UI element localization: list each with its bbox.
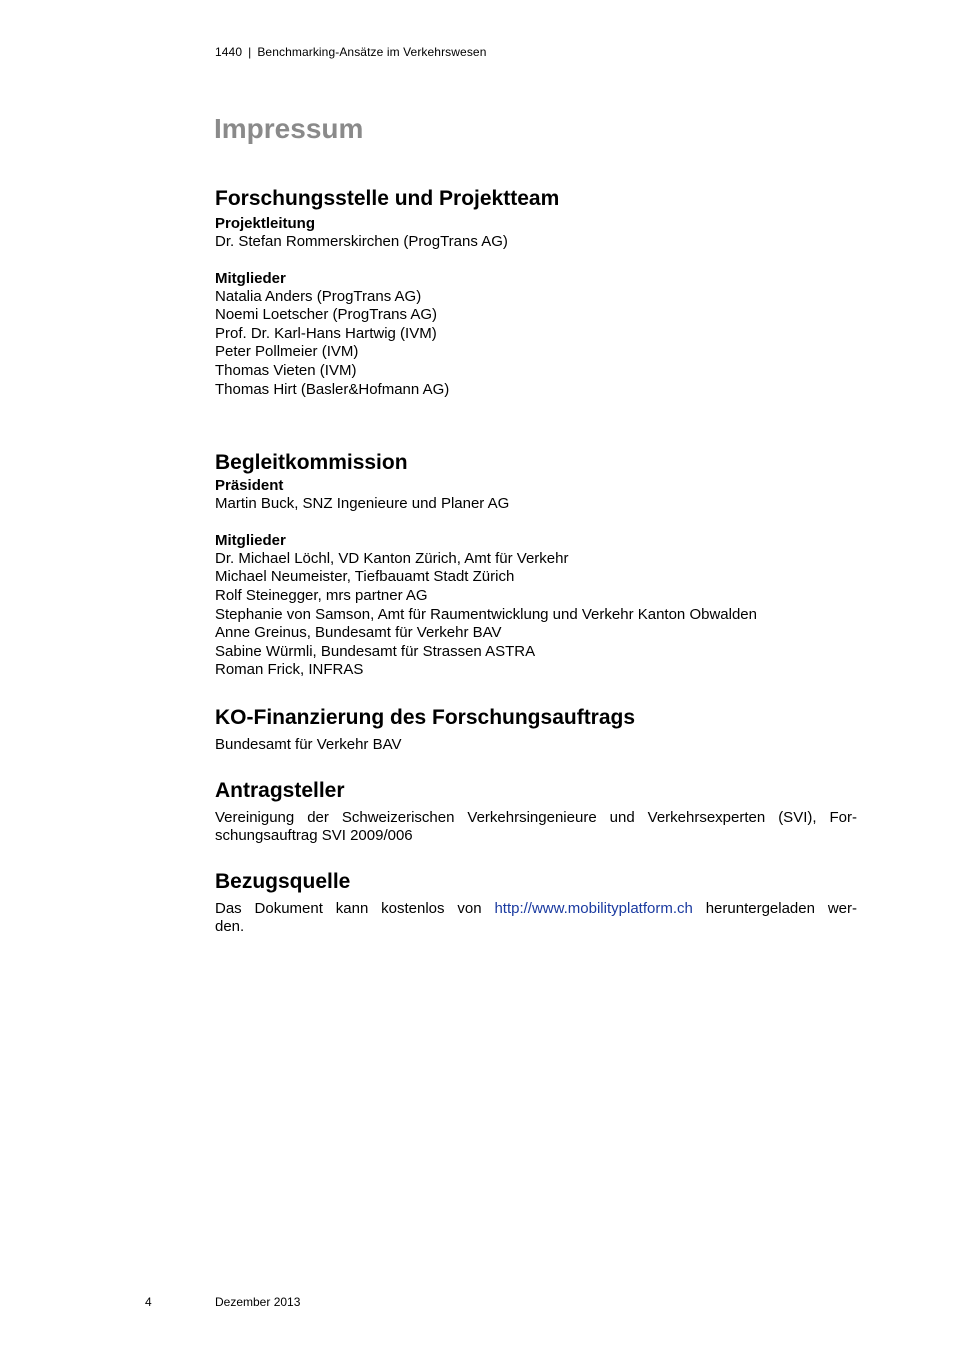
member-item: Sabine Würmli, Bundesamt für Strassen ASTRA	[215, 642, 536, 660]
member-item: Stephanie von Samson, Amt für Raumentwicklung und Verkehr Kanton Obwalden	[215, 605, 757, 623]
mobilityplatform-link[interactable]: http://www.mobilityplatform.ch	[494, 899, 693, 917]
bezugsquelle-line-1	[215, 900, 857, 919]
section-title-begleitkommission: Begleitkommission	[215, 451, 408, 475]
label-projektleitung: Projektleitung	[215, 215, 316, 232]
document-body	[215, 185, 857, 937]
member-item: Peter Pollmeier (IVM)	[215, 343, 359, 361]
member-item: Thomas Hirt (Basler&Hofmann AG)	[215, 380, 450, 398]
bezugsquelle-line-2: den.	[215, 918, 245, 936]
header-number: 1440	[215, 45, 243, 59]
member-item: Thomas Vieten (IVM)	[215, 361, 357, 379]
running-header	[215, 45, 486, 59]
member-item: Natalia Anders (ProgTrans AG)	[215, 287, 422, 305]
footer-date: Dezember 2013	[215, 1295, 301, 1309]
member-item: Dr. Michael Löchl, VD Kanton Zürich, Amt für Verkehr	[215, 549, 569, 567]
ko-finanzierung-text: Bundesamt für Verkehr BAV	[215, 735, 402, 753]
header-title: Benchmarking-Ansätze im Verkehrswesen	[257, 45, 487, 59]
section-title-antragsteller: Antragsteller	[215, 778, 345, 802]
member-item: Roman Frick, INFRAS	[215, 661, 364, 679]
bezugsquelle-text-before: Das Dokument kann kostenlos von	[215, 899, 495, 917]
antragsteller-line-2: schungsauftrag SVI 2009/006	[215, 827, 413, 845]
member-item: Noemi Loetscher (ProgTrans AG)	[215, 306, 438, 324]
antragsteller-line-1: Vereinigung der Schweizerischen Verkehrsingenieure und Verkehrsexperten (SVI), For-	[215, 808, 857, 826]
section-title-bezugsquelle: Bezugsquelle	[215, 869, 351, 893]
section-title-forschung: Forschungsstelle und Projektteam	[215, 187, 560, 210]
member-item: Michael Neumeister, Tiefbauamt Stadt Zürich	[215, 568, 515, 586]
section-title-ko-finanzierung: KO-Finanzierung des Forschungsauftrags	[215, 705, 636, 729]
bezugsquelle-text-after: heruntergeladen wer-	[692, 899, 857, 917]
label-mitglieder-projektteam: Mitglieder	[215, 269, 286, 287]
member-item: Prof. Dr. Karl-Hans Hartwig (IVM)	[215, 324, 437, 342]
member-item: Rolf Steinegger, mrs partner AG	[215, 586, 428, 604]
praesident-name: Martin Buck, SNZ Ingenieure und Planer AG	[215, 495, 510, 513]
label-mitglieder-begleitkommission: Mitglieder	[215, 531, 286, 549]
member-item: Anne Greinus, Bundesamt für Verkehr BAV	[215, 624, 502, 642]
header-separator: |	[248, 45, 252, 59]
page-title: Impressum	[214, 113, 364, 144]
label-praesident: Präsident	[215, 477, 284, 495]
projektleitung-name: Dr. Stefan Rommerskirchen (ProgTrans AG)	[215, 233, 508, 250]
footer-page-number: 4	[145, 1295, 152, 1309]
